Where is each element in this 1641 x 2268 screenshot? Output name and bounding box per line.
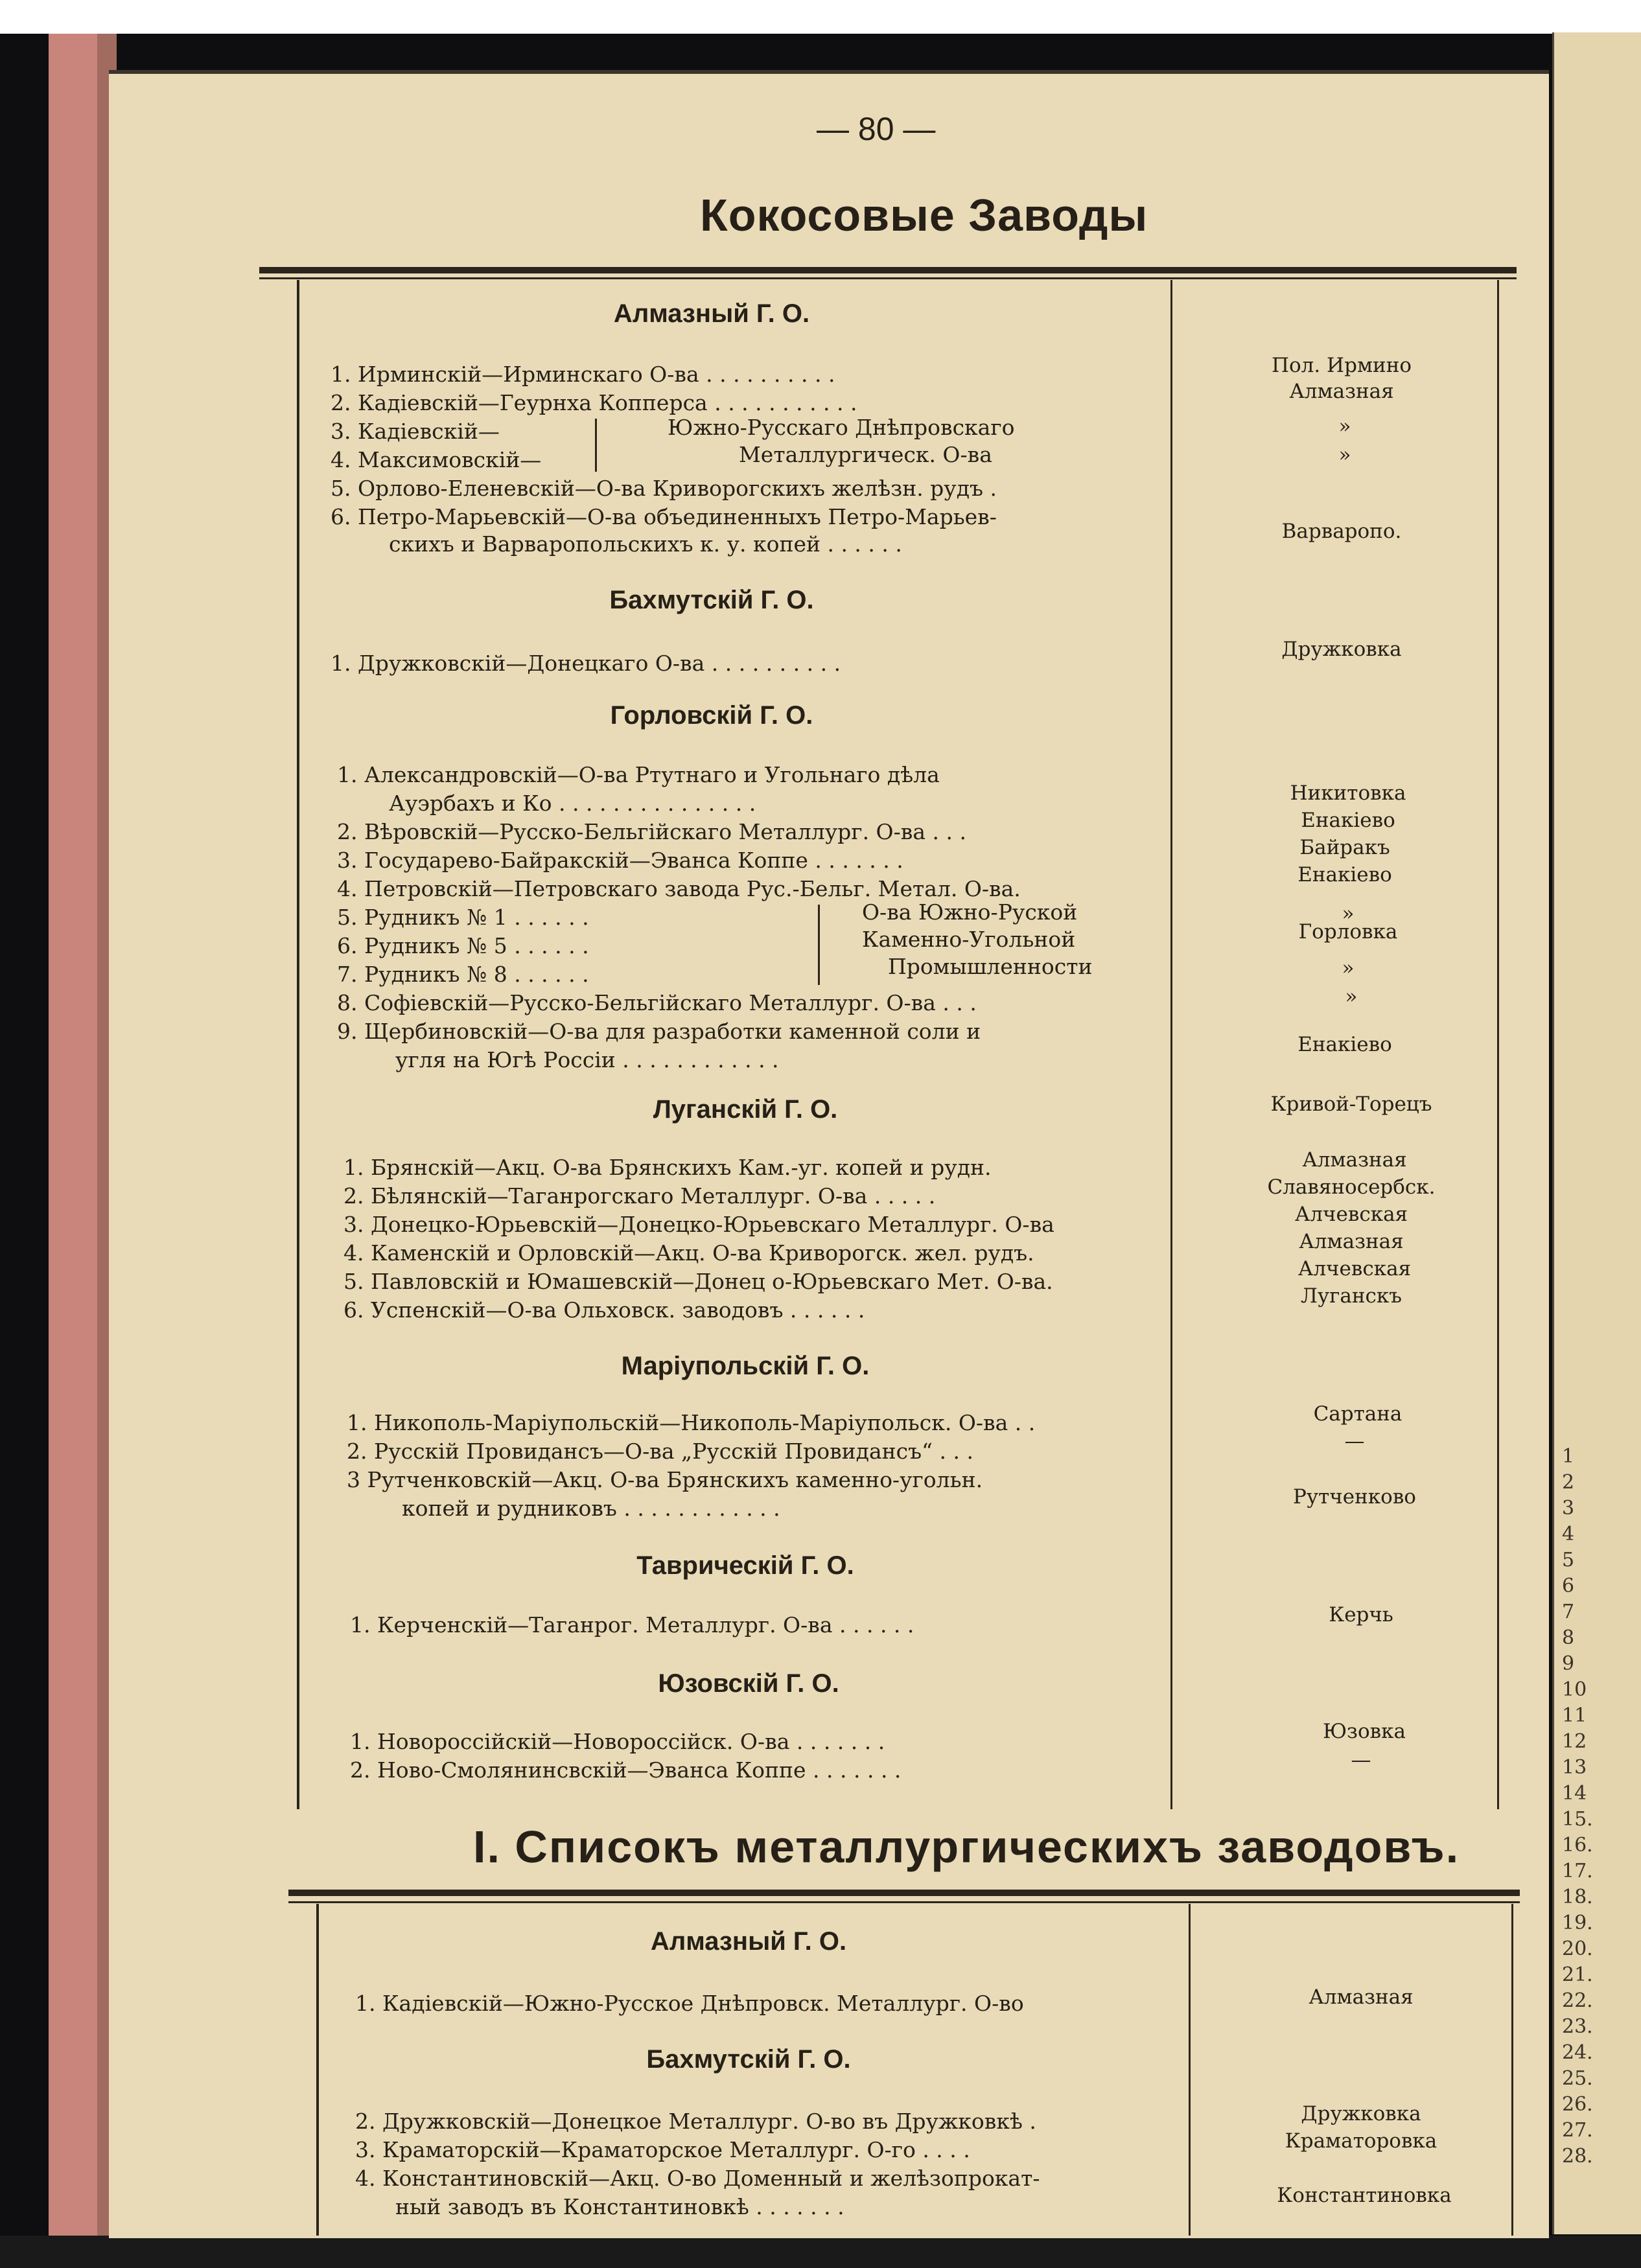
row-text: 1. Дружковскій—Донецкаго О-ва . . . . . . . . . . <box>331 651 841 676</box>
row-text: копей и рудниковъ . . . . . . . . . . . . <box>402 1496 780 1521</box>
line-number: 17. <box>1562 1860 1593 1882</box>
place: Алмазная <box>1289 380 1394 403</box>
row-text: Каменно-Угольной <box>862 927 1076 952</box>
heading-rule <box>288 1890 1520 1896</box>
row-text: 1. Керченскій—Таганрог. Металлург. О-ва . . . . . . <box>350 1612 914 1637</box>
place: — <box>1344 1429 1365 1453</box>
line-number: 26. <box>1562 2093 1593 2116</box>
row-text: 1. Александровскій—О-ва Ртутнаго и Угольнаго дѣла <box>337 762 940 787</box>
section-heading-coke-plants: Кокосовые Заводы <box>700 190 1148 240</box>
place: Енакіево <box>1301 809 1395 832</box>
subhead-tavrida: Таврическій Г. О. <box>636 1551 854 1580</box>
row-text: 3. Краматорскій—Краматорское Металлург. О-го . . . . <box>355 2137 970 2162</box>
row-text: 2. Дружковскій—Донецкое Металлург. О-во въ Дружковкѣ . <box>355 2109 1036 2134</box>
subhead-almazny: Алмазный Г. О. <box>613 299 810 328</box>
place: Алмазная <box>1309 1985 1414 2009</box>
line-number: 24. <box>1562 2041 1593 2064</box>
subhead-gorlovka: Горловскій Г. О. <box>610 701 813 730</box>
row-text: 2. Кадіевскій—Геурнха Копперса . . . . . . . . . . . <box>331 390 857 415</box>
row-text: 3. Кадіевскій— <box>331 419 500 444</box>
group-brace <box>818 905 820 985</box>
row-text: 6. Петро-Марьевскій—О-ва объединенныхъ Петро-Марьев- <box>331 504 997 529</box>
heading-rule <box>259 267 1517 273</box>
place: Горловка <box>1298 920 1398 943</box>
row-text: 1. Никополь-Маріупольскій—Никополь-Маріупольск. О-ва . . <box>347 1410 1036 1435</box>
line-number: 19. <box>1562 1912 1593 1934</box>
row-text: 3. Государево-Байракскій—Эванса Коппе . . . . . . . <box>337 848 903 873</box>
heading-rule-thin <box>288 1901 1520 1903</box>
place: Алмазная <box>1299 1230 1404 1253</box>
heading-rule-thin <box>259 277 1517 279</box>
row-text: 5. Рудникъ № 1 . . . . . . <box>337 905 589 930</box>
row-text: 2. Русскій Провидансъ—О-ва „Русскій Провидансъ“ . . . <box>347 1439 973 1464</box>
place: Енакіево <box>1298 863 1392 886</box>
row-text: скихъ и Варваропольскихъ к. у. копей . . . . . . <box>389 531 902 557</box>
row-text: ный заводъ въ Константиновкѣ . . . . . . . <box>395 2194 844 2219</box>
place: Сартана <box>1313 1402 1402 1426</box>
place: Дружковка <box>1301 2102 1421 2125</box>
row-text: 6. Успенскій—О-ва Ольховск. заводовъ . . . . . . <box>343 1297 865 1323</box>
line-number: 9 <box>1562 1652 1575 1675</box>
line-number: 8 <box>1562 1626 1575 1649</box>
place: Варваропо. <box>1281 520 1402 543</box>
line-number: 16. <box>1562 1834 1593 1857</box>
line-number: 28. <box>1562 2145 1593 2168</box>
place: Алчевская <box>1294 1203 1408 1226</box>
place: Алчевская <box>1298 1257 1412 1280</box>
line-number: 22. <box>1562 1989 1593 2012</box>
scan-background-bottom <box>0 2236 1641 2268</box>
row-text: 3. Донецко-Юрьевскій—Донецко-Юрьевскаго Металлург. О-ва <box>343 1212 1054 1237</box>
line-number: 21. <box>1562 1963 1593 1986</box>
table-left-border <box>316 1904 319 2236</box>
row-text: 4. Максимовскій— <box>331 447 542 472</box>
row-text: 3 Рутченковскій—Акц. О-ва Брянскихъ каменно-угольн. <box>347 1467 983 1492</box>
row-text: 1. Новороссійскій—Новороссійск. О-ва . . . . . . . <box>350 1729 885 1754</box>
line-number: 25. <box>1562 2067 1593 2090</box>
row-text: угля на Югѣ Россіи . . . . . . . . . . . . <box>395 1047 779 1072</box>
table-right-border <box>1511 1904 1513 2236</box>
place: » <box>1342 902 1355 925</box>
table-column-divider <box>1189 1904 1191 2236</box>
table-right-border <box>1497 280 1499 1809</box>
row-text: 6. Рудникъ № 5 . . . . . . <box>337 933 589 958</box>
place: » <box>1342 956 1355 980</box>
place: Константиновка <box>1277 2184 1452 2207</box>
place: Луганскъ <box>1301 1284 1402 1308</box>
place: » <box>1338 415 1351 438</box>
line-number: 1 <box>1562 1445 1575 1468</box>
place: » <box>1338 443 1351 467</box>
place: Алмазная <box>1302 1148 1407 1172</box>
row-text: 1. Кадіевскій—Южно-Русское Днѣпровск. Металлург. О-во <box>355 1991 1024 2016</box>
row-text: 9. Щербиновскій—О-ва для разработки каменной соли и <box>337 1019 981 1044</box>
line-number: 27. <box>1562 2119 1593 2142</box>
row-text: 1. Брянскій—Акц. О-ва Брянскихъ Кам.-уг. копей и рудн. <box>343 1155 992 1180</box>
page-number: — 80 — <box>817 111 936 147</box>
table-left-border <box>297 280 299 1809</box>
row-text: 2. Бѣлянскій—Таганрогскаго Металлург. О-ва . . . . . <box>343 1183 936 1209</box>
place: Рутченково <box>1293 1485 1416 1509</box>
row-text: Южно-Русскаго Днѣпровскаго <box>668 415 1015 440</box>
section-heading-metallurgical-plants: I. Списокъ металлургическихъ заводовъ. <box>473 1822 1460 1872</box>
place: Краматоровка <box>1285 2129 1437 2153</box>
row-text: 2. Ново-Смолянинсвскій—Эванса Коппе . . . . . . . <box>350 1757 902 1783</box>
place: Байракъ <box>1299 836 1390 859</box>
subhead-lugansk: Луганскій Г. О. <box>653 1095 838 1124</box>
row-text: 2. Вѣровскій—Русско-Бельгійскаго Металлург. О-ва . . . <box>337 819 966 844</box>
line-number: 13 <box>1562 1756 1587 1779</box>
line-number: 7 <box>1562 1601 1575 1623</box>
line-number: 6 <box>1562 1575 1575 1597</box>
line-number: 14 <box>1562 1782 1587 1805</box>
place: Дружковка <box>1281 638 1402 661</box>
row-text: 8. Софіевскій—Русско-Бельгійскаго Металлург. О-ва . . . <box>337 990 977 1015</box>
line-number: 2 <box>1562 1471 1575 1494</box>
subhead-almazny-metal: Алмазный Г. О. <box>650 1927 847 1956</box>
row-text: 5. Павловскій и Юмашевскій—Донец о-Юрьевскаго Мет. О-ва. <box>343 1269 1053 1294</box>
row-text: Металлургическ. О-ва <box>739 442 992 467</box>
row-text: 1. Ирминскій—Ирминскаго О-ва . . . . . . . . . . <box>331 362 835 387</box>
place: — <box>1351 1748 1371 1772</box>
row-text: 7. Рудникъ № 8 . . . . . . <box>337 962 589 987</box>
subhead-mariupol: Маріупольскій Г. О. <box>621 1352 870 1380</box>
line-number: 23. <box>1562 2015 1593 2038</box>
place: Пол. Ирмино <box>1271 354 1412 377</box>
subhead-bakhmut-metal: Бахмутскій Г. О. <box>646 2045 851 2074</box>
row-text: 4. Константиновскій—Акц. О-во Доменный и желѣзопрокат- <box>355 2166 1040 2191</box>
line-number: 18. <box>1562 1886 1593 1908</box>
row-text: О-ва Южно-Руской <box>862 899 1078 925</box>
line-number: 10 <box>1562 1678 1587 1701</box>
place: Никитовка <box>1290 781 1406 805</box>
row-text: Ауэрбахъ и Ко . . . . . . . . . . . . . . . <box>389 791 756 816</box>
row-text: 4. Петровскій—Петровскаго завода Рус.-Бельг. Метал. О-ва. <box>337 876 1021 901</box>
line-number: 12 <box>1562 1730 1587 1753</box>
line-number: 15. <box>1562 1808 1593 1831</box>
line-number: 5 <box>1562 1549 1575 1571</box>
table-column-divider <box>1170 280 1172 1809</box>
place: Керчь <box>1329 1603 1393 1626</box>
group-brace <box>595 419 597 472</box>
place: Юзовка <box>1323 1720 1406 1743</box>
row-text: 5. Орлово-Еленевскій—О-ва Криворогскихъ желѣзн. рудъ . <box>331 476 997 501</box>
subhead-bakhmut: Бахмутскій Г. О. <box>609 586 814 614</box>
line-number: 11 <box>1562 1704 1587 1727</box>
place: Енакіево <box>1298 1033 1392 1056</box>
row-text: Промышленности <box>888 954 1093 979</box>
place: Славяносербск. <box>1267 1175 1436 1199</box>
row-text: 4. Каменскій и Орловскій—Акц. О-ва Криворогск. жел. рудъ. <box>343 1240 1034 1266</box>
place: Кривой-Торецъ <box>1270 1093 1432 1116</box>
line-number: 3 <box>1562 1497 1575 1520</box>
line-number: 20. <box>1562 1938 1593 1960</box>
scan-background-top <box>0 0 1641 34</box>
line-number: 4 <box>1562 1523 1575 1545</box>
place: » <box>1345 985 1358 1008</box>
subhead-yuzovka: Юзовскій Г. О. <box>658 1669 839 1698</box>
